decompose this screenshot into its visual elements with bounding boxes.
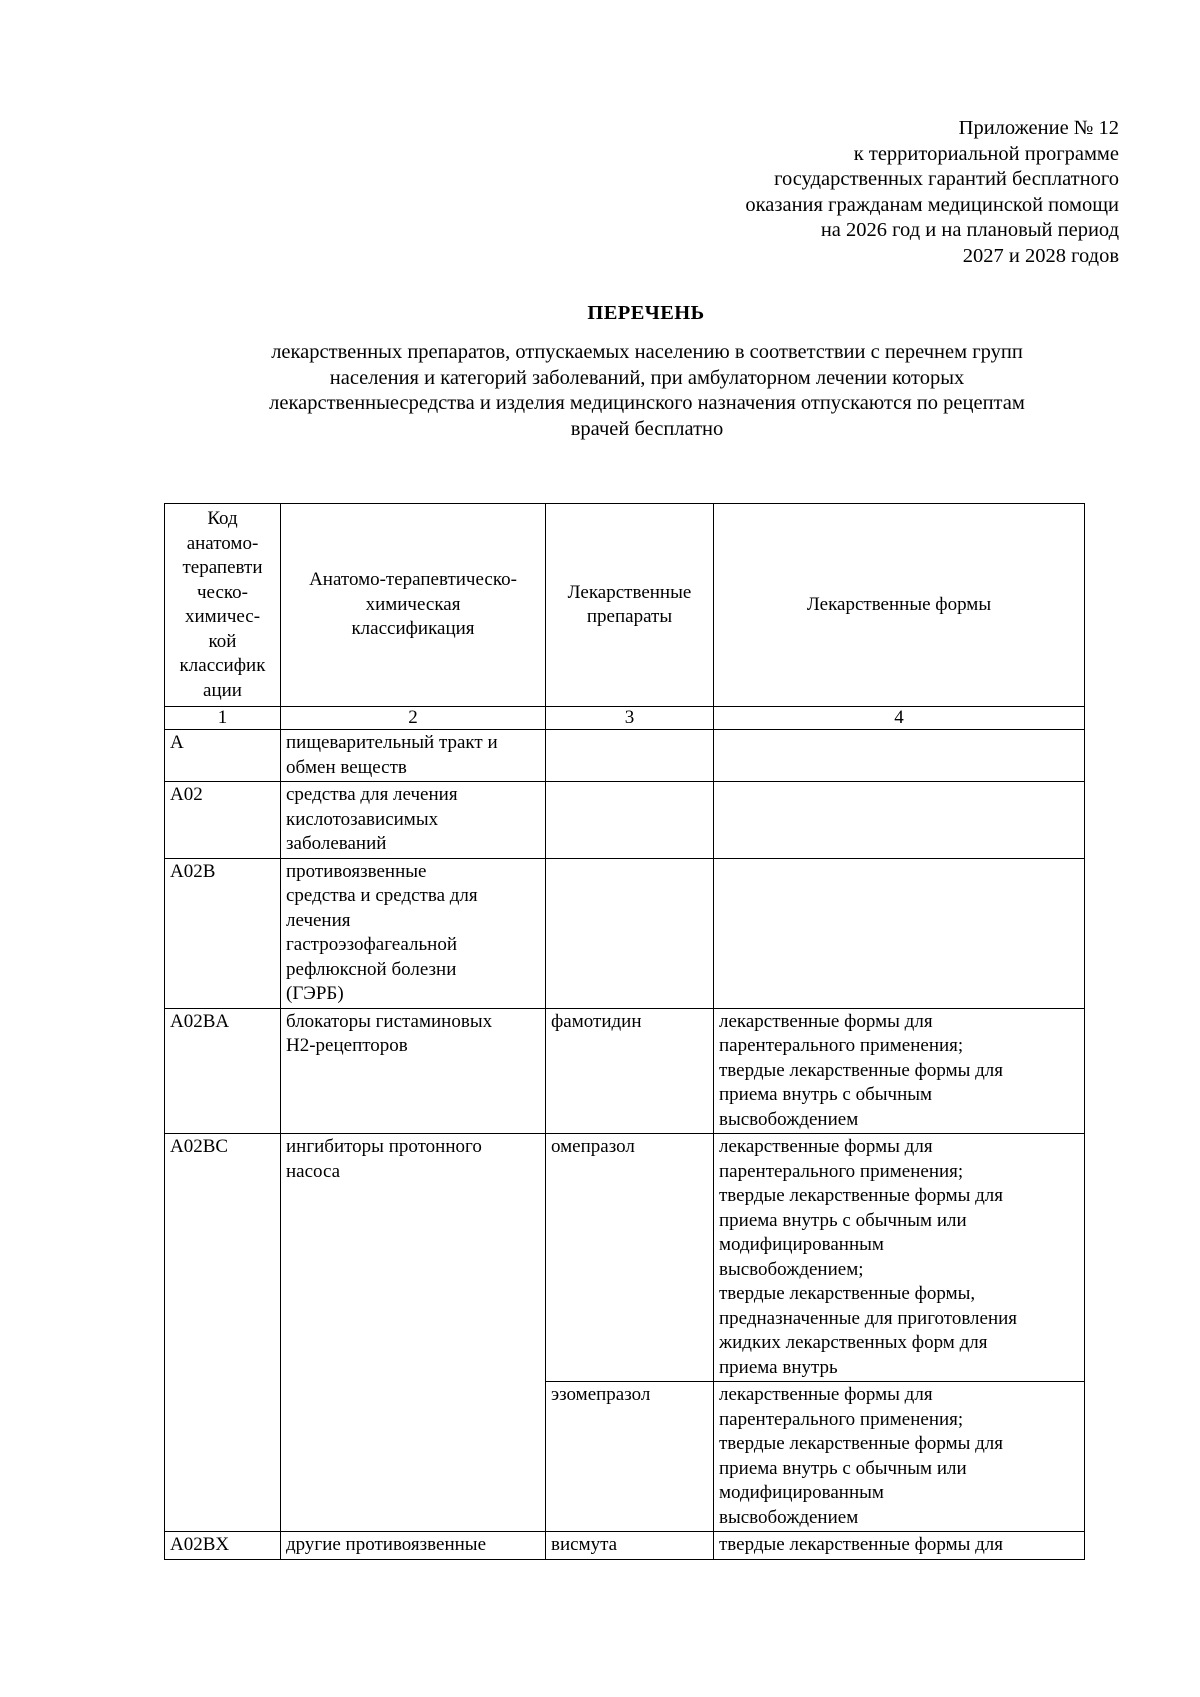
- table-header-row: [165, 504, 1085, 707]
- column-number: 2: [281, 707, 546, 730]
- table-row: [165, 1532, 1085, 1560]
- table-row: [165, 782, 1085, 859]
- subtitle-line: лекарственных препаратов, отпускаемых населению в соответствии с перечнем групп: [271, 341, 1023, 363]
- table-row: [165, 730, 1085, 782]
- appendix-line: Приложение № 12: [958, 117, 1119, 139]
- atc-code: А: [165, 730, 281, 782]
- column-number: 3: [546, 707, 714, 730]
- subtitle-line: населения и категорий заболеваний, при амбулаторном лечении которых: [329, 366, 965, 389]
- atc-code: A02BA: [165, 1008, 281, 1134]
- drug-forms: лекарственные формы для парентерального применения; твердые лекарственные формы для приема внутрь с обычным или модифицированным высвобождением; твердые лекарственные формы, предназначенные для приготовления жидких лекарственных форм для приема внутрь: [714, 1134, 1085, 1382]
- atc-code: A02BX: [165, 1532, 281, 1560]
- atc-code: A02BC: [165, 1134, 281, 1532]
- drug-forms: [714, 782, 1085, 859]
- appendix-line: 2027 и 2028 годов: [962, 244, 1119, 267]
- appendix-line: на 2026 год и на плановый период: [820, 219, 1119, 241]
- drug-name: омепразол: [546, 1134, 714, 1382]
- header-drugs: Лекарственные препараты: [546, 504, 714, 707]
- document-subtitle: [194, 340, 1100, 442]
- column-number-row: [165, 707, 1085, 730]
- document-title: ПЕРЕЧЕНЬ: [587, 302, 705, 324]
- drug-list-table: [164, 503, 1085, 1560]
- appendix-header: [745, 116, 1119, 269]
- atc-code: A02B: [165, 858, 281, 1008]
- column-number: 4: [714, 707, 1085, 730]
- atc-code: A02: [165, 782, 281, 859]
- atc-classification: средства для лечения кислотозависимых заболеваний: [281, 782, 546, 859]
- drug-forms: твердые лекарственные формы для: [714, 1532, 1085, 1560]
- column-number: 1: [165, 707, 281, 730]
- drug-forms: лекарственные формы для парентерального применения; твердые лекарственные формы для приема внутрь с обычным высвобождением: [714, 1008, 1085, 1134]
- subtitle-line: врачей бесплатно: [570, 417, 724, 440]
- drug-name: [546, 730, 714, 782]
- atc-classification: противоязвенные средства и средства для лечения гастроэзофагеальной рефлюксной болезни (ГЭРБ): [281, 858, 546, 1008]
- atc-classification: другие противоязвенные: [281, 1532, 546, 1560]
- atc-classification: блокаторы гистаминовых H2-рецепторов: [281, 1008, 546, 1134]
- header-code: Код анатомо- терапевти ческо- химичес- кой классифик ации: [165, 504, 281, 707]
- appendix-line: оказания гражданам медицинской помощи: [745, 193, 1119, 216]
- drug-name: фамотидин: [546, 1008, 714, 1134]
- table-row: [165, 1134, 1085, 1382]
- drug-name: висмута: [546, 1532, 714, 1560]
- drug-forms: лекарственные формы для парентерального применения; твердые лекарственные формы для приема внутрь с обычным или модифицированным высвобождением: [714, 1382, 1085, 1532]
- drug-name: эзомепразол: [546, 1382, 714, 1532]
- drug-forms: [714, 730, 1085, 782]
- appendix-line: к территориальной программе: [853, 142, 1119, 165]
- drug-forms: [714, 858, 1085, 1008]
- drug-name: [546, 858, 714, 1008]
- subtitle-line: лекарственныесредства и изделия медицинского назначения отпускаются по рецептам: [269, 392, 1025, 414]
- appendix-line: государственных гарантий бесплатного: [774, 168, 1119, 190]
- atc-classification: пищеварительный тракт и обмен веществ: [281, 730, 546, 782]
- table-row: [165, 1008, 1085, 1134]
- drug-name: [546, 782, 714, 859]
- table-row: [165, 858, 1085, 1008]
- header-forms: Лекарственные формы: [714, 504, 1085, 707]
- header-classification: Анатомо-терапевтическо- химическая классификация: [281, 504, 546, 707]
- atc-classification: ингибиторы протонного насоса: [281, 1134, 546, 1532]
